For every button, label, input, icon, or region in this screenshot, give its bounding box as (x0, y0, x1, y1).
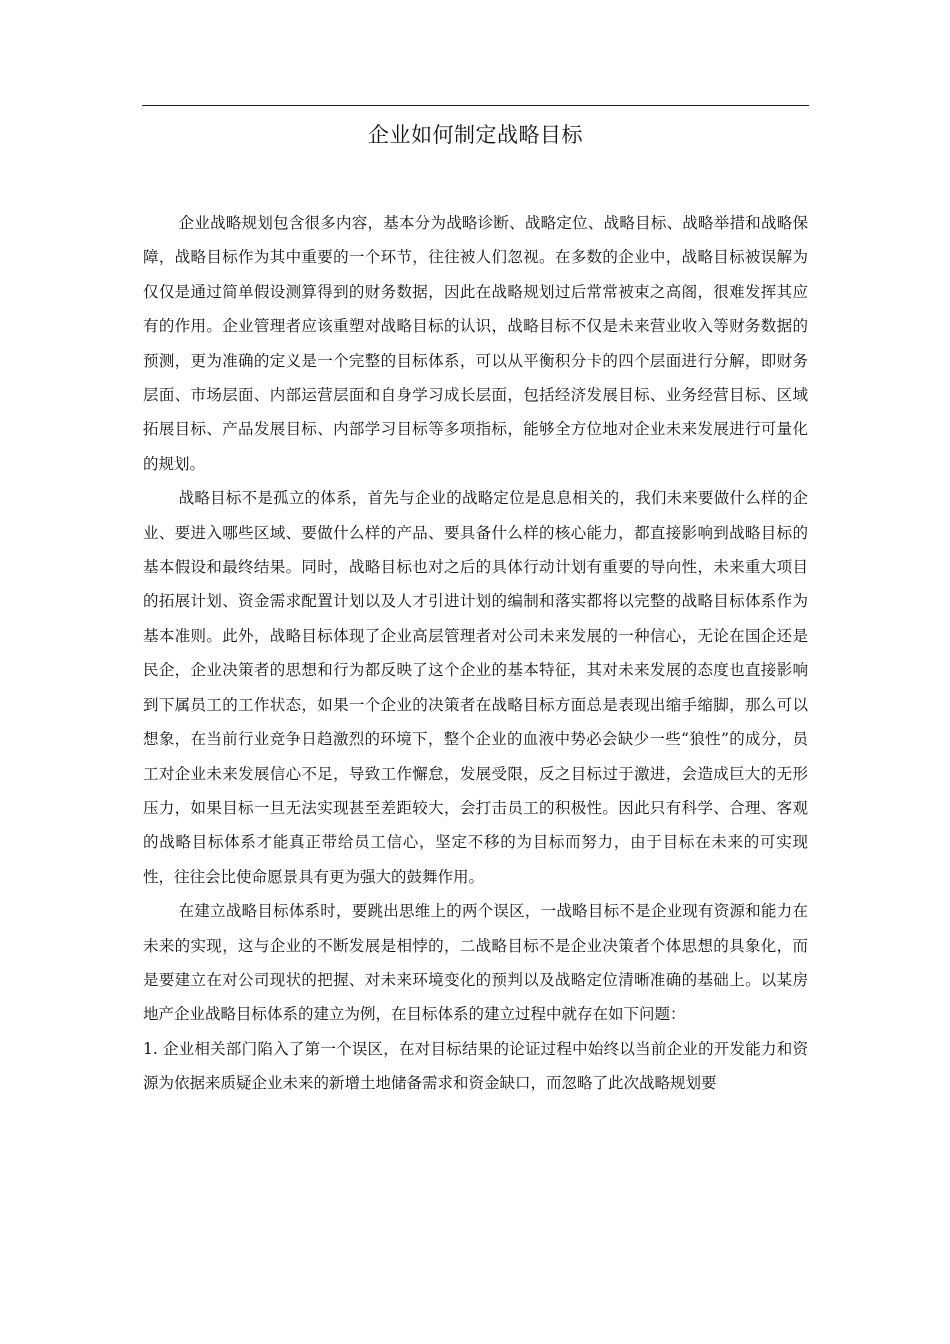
paragraph-intro: 企业战略规划包含很多内容，基本分为战略诊断、战略定位、战略目标、战略举措和战略保障，战略目标作为其中重要的一个环节，往往被人们忽视。在多数的企业中，战略目标被误解为仅仅是通过简单假设测算得到的财务数据，因此在战略规划过后常常被束之高阁，很难发挥其应有的作用。企业管理者应该重塑对战略目标的认识，战略目标不仅是未来营业收入等财务数据的预测，更为准确的定义是一个完整的目标体系，可以从平衡积分卡的四个层面进行分解，即财务层面、市场层面、内部运营层面和自身学习成长层面，包括经济发展目标、业务经营目标、区域拓展目标、产品发展目标、内部学习目标等多项指标，能够全方位地对企业未来发展进行可量化的规划。 (143, 214, 808, 473)
document-title: 企业如何制定战略目标 (368, 123, 583, 147)
document-body (143, 206, 808, 1101)
paragraph-list-item-1: 1. 企业相关部门陷入了第一个误区，在对目标结果的论证过程中始终以当前企业的开发能力和资源为依据来质疑企业未来的新增土地储备需求和资金缺口，而忽略了此次战略规划要 (143, 1039, 808, 1093)
paragraph-misconceptions: 在建立战略目标体系时，要跳出思维上的两个误区，一战略目标不是企业现有资源和能力在未来的实现，这与企业的不断发展是相悖的，二战略目标不是企业决策者个体思想的具象化，而是要建立在对公司现状的把握、对未来环境变化的预判以及战略定位清晰准确的基础上。以某房地产企业战略目标体系的建立为例，在目标体系的建立过程中就存在如下问题： (143, 902, 808, 1024)
paragraph-not-isolated: 战略目标不是孤立的体系，首先与企业的战略定位是息息相关的，我们未来要做什么样的企业、要进入哪些区域、要做什么样的产品、要具备什么样的核心能力，都直接影响到战略目标的基本假设和最终结果。同时，战略目标也对之后的具体行动计划有重要的导向性，未来重大项目的拓展计划、资金需求配置计划以及人才引进计划的编制和落实都将以完整的战略目标体系作为基本准则。此外，战略目标体现了企业高层管理者对公司未来发展的一种信心，无论在国企还是民企，企业决策者的思想和行为都反映了这个企业的基本特征，其对未来发展的态度也直接影响到下属员工的工作状态，如果一个企业的决策者在战略目标方面总是表现出缩手缩脚，那么可以想象，在当前行业竞争日趋激烈的环境下，整个企业的血液中势必会缺少一些“狼性”的成分，员工对企业未来发展信心不足，导致工作懈怠，发展受限，反之目标过于激进，会造成巨大的无形压力，如果目标一旦无法实现甚至差距较大，会打击员工的积极性。因此只有科学、合理、客观的战略目标体系才能真正带给员工信心，坚定不移的为目标而努力，由于目标在未来的可实现性，往往会比使命愿景具有更为强大的鼓舞作用。 (143, 489, 808, 886)
header-rule (142, 105, 809, 106)
